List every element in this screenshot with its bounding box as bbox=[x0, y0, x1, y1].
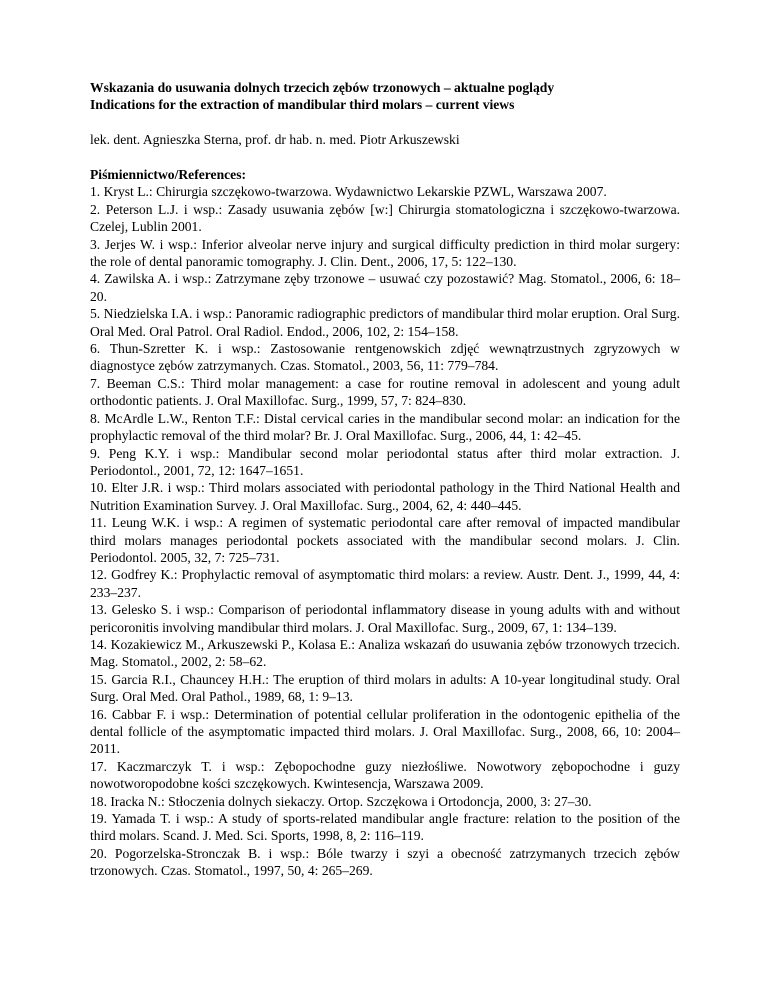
reference-item: 7. Beeman C.S.: Third molar management: a case for routine removal in adolescent and young adult orthodontic patients. J. Oral Maxillofac. Surg., 1999, 57, 7: 824–830. bbox=[90, 375, 680, 409]
reference-item: 16. Cabbar F. i wsp.: Determination of potential cellular proliferation in the odontogenic epithelia of the dental follicle of the asymptomatic impacted third molars. J. Oral Maxillofac. Surg., 2008, 66, 10: 2004–2011. bbox=[90, 706, 680, 757]
reference-item: 2. Peterson L.J. i wsp.: Zasady usuwania zębów [w:] Chirurgia stomatologiczna i szczękowo-twarzowa. Czelej, Lublin 2001. bbox=[90, 201, 680, 235]
reference-item: 19. Yamada T. i wsp.: A study of sports-related mandibular angle fracture: relation to the position of the third molars. Scand. J. Med. Sci. Sports, 1998, 8, 2: 116–119. bbox=[90, 811, 680, 844]
reference-item: 8. McArdle L.W., Renton T.F.: Distal cervical caries in the mandibular second molar: an indication for the prophylactic removal of the third molar? Br. J. Oral Maxillofac. Surg., 2006, 44, 1: 42–45. bbox=[90, 410, 680, 444]
reference-item: 15. Garcia R.I., Chauncey H.H.: The eruption of third molars in adults: A 10-year longitudinal study. Oral Surg. Oral Med. Oral Pathol., 1989, 68, 1: 9–13. bbox=[90, 671, 680, 705]
reference-item: 18. Iracka N.: Stłoczenia dolnych siekaczy. Ortop. Szczękowa i Ortodoncja, 2000, 3: 27–30. bbox=[90, 793, 592, 809]
reference-item: 12. Godfrey K.: Prophylactic removal of asymptomatic third molars: a review. Austr. Dent. J., 1999, 44, 4: 233–237. bbox=[90, 567, 680, 600]
reference-item: 11. Leung W.K. i wsp.: A regimen of systematic periodontal care after removal of impacted mandibular third molars manages periodontal pockets associated with the mandibular second molars. J. Clin. Periodontol. 2005, 32, 7: 725–731. bbox=[90, 515, 680, 565]
reference-item: 20. Pogorzelska-Stronczak B. i wsp.: Bóle twarzy i szyi a obecność zatrzymanych trzecich zębów trzonowych. Czas. Stomatol., 1997, 50, 4: 265–269. bbox=[90, 845, 680, 879]
document-page bbox=[90, 79, 680, 880]
reference-item: 4. Zawilska A. i wsp.: Zatrzymane zęby trzonowe – usuwać czy pozostawić? Mag. Stomatol., 2006, 6: 18–20. bbox=[90, 271, 680, 304]
reference-item: 6. Thun-Szretter K. i wsp.: Zastosowanie rentgenowskich zdjęć wewnątrzustnych zgryzowych w diagnostyce zębów zatrzymanych. Czas. Stomatol., 2003, 56, 11: 779–784. bbox=[90, 341, 680, 374]
authors-line: lek. dent. Agnieszka Sterna, prof. dr hab. n. med. Piotr Arkuszewski bbox=[90, 132, 460, 148]
reference-item: 9. Peng K.Y. i wsp.: Mandibular second molar periodontal status after third molar extraction. J. Periodontol., 2001, 72, 12: 1647–1651. bbox=[90, 445, 680, 478]
references-heading: Piśmiennictwo/References: bbox=[90, 167, 247, 182]
reference-item: 17. Kaczmarczyk T. i wsp.: Zębopochodne guzy niezłośliwe. Nowotwory zębopochodne i guzy nowotworopodobne kości szczękowych. Kwintesencja, Warszawa 2009. bbox=[90, 758, 680, 792]
reference-item: 3. Jerjes W. i wsp.: Inferior alveolar nerve injury and surgical difficulty prediction in third molar surgery: the role of dental panoramic tomography. J. Clin. Dent., 2006, 17, 5: 122–130. bbox=[90, 236, 680, 270]
title-polish: Wskazania do usuwania dolnych trzecich zębów trzonowych – aktualne poglądy bbox=[90, 80, 555, 95]
document-title bbox=[90, 79, 680, 114]
reference-item: 1. Kryst L.: Chirurgia szczękowo-twarzowa. Wydawnictwo Lekarskie PZWL, Warszawa 2007. bbox=[90, 184, 607, 200]
reference-item: 10. Elter J.R. i wsp.: Third molars associated with periodontal pathology in the Third National Health and Nutrition Examination Survey. J. Oral Maxillofac. Surg., 2004, 62, 4: 440–445. bbox=[90, 480, 680, 513]
reference-item: 13. Gelesko S. i wsp.: Comparison of periodontal inflammatory disease in young adults with and without pericoronitis involving mandibular third molars. J. Oral Maxillofac. Surg., 2009, 67, 1: 134–139. bbox=[90, 602, 680, 635]
reference-item: 5. Niedzielska I.A. i wsp.: Panoramic radiographic predictors of mandibular third molar eruption. Oral Surg. Oral Med. Oral Patrol. Oral Radiol. Endod., 2006, 102, 2: 154–158. bbox=[90, 306, 680, 339]
title-english: Indications for the extraction of mandibular third molars – current views bbox=[90, 97, 515, 113]
references-list bbox=[90, 183, 680, 879]
reference-item: 14. Kozakiewicz M., Arkuszewski P., Kolasa E.: Analiza wskazań do usuwania zębów trzonowych trzecich. Mag. Stomatol., 2002, 2: 58–62. bbox=[90, 636, 680, 670]
